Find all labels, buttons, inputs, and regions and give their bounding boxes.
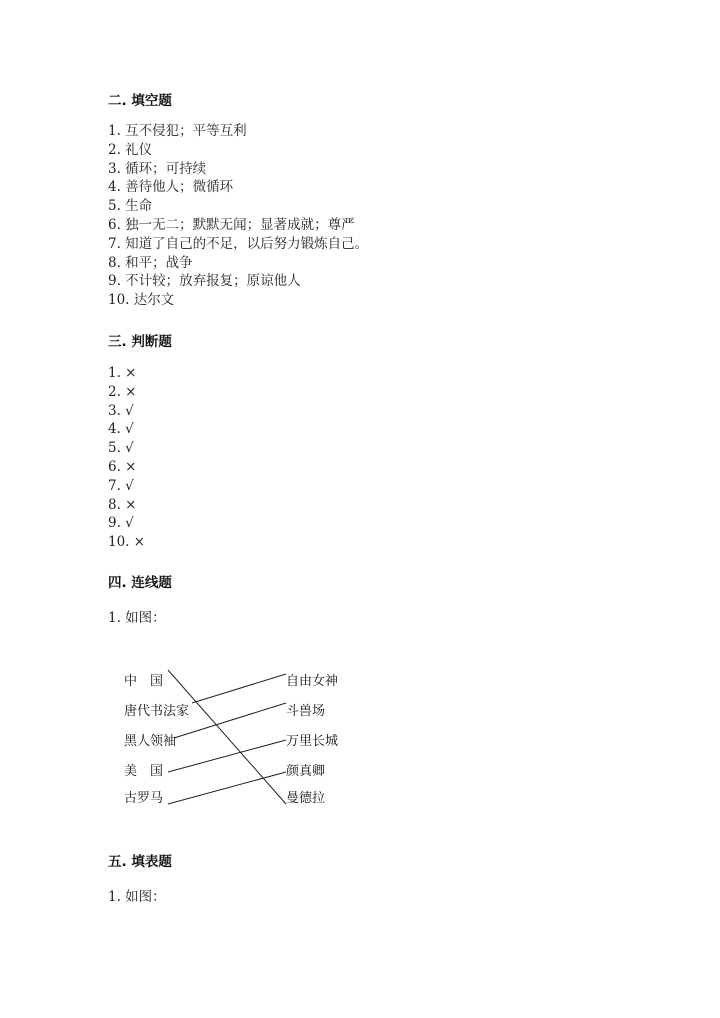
list-item: 4. √ [108, 421, 134, 438]
matching-diagram [118, 664, 358, 814]
list-item: 3. 循环；可持续 [108, 160, 207, 177]
list-item: 8. 和平；战争 [108, 254, 193, 271]
list-item: 5. √ [108, 440, 134, 457]
list-item: 2. × [108, 383, 137, 400]
list-item: 6. 独一无二；默默无闻；显著成就；尊严 [108, 216, 355, 233]
match-line [168, 670, 286, 804]
left-label: 美 国 [124, 764, 164, 779]
match-line [174, 703, 286, 738]
left-label: 黑人领袖 [124, 734, 177, 749]
list-item: 10. × [108, 534, 146, 551]
right-label: 斗兽场 [286, 704, 326, 719]
list-item: 9. 不计较；放弃报复；原谅他人 [108, 273, 301, 290]
fill-blank-answer-list [108, 122, 368, 310]
section-heading-judge: 三. 判断题 [108, 334, 172, 350]
left-label: 唐代书法家 [124, 704, 190, 719]
list-item: 6. × [108, 458, 137, 475]
list-item: 5. 生命 [108, 198, 153, 215]
section-heading-match: 四. 连线题 [108, 575, 172, 591]
list-item: 3. √ [108, 402, 134, 419]
section-heading-fill-blank: 二. 填空题 [108, 93, 172, 109]
match-line [168, 772, 286, 804]
list-item: 7. 知道了自己的不足，以后努力锻炼自己。 [108, 235, 369, 252]
list-item: 1. 互不侵犯；平等互利 [108, 123, 247, 139]
list-item: 10. 达尔文 [108, 292, 175, 309]
right-label: 自由女神 [286, 674, 339, 689]
list-item: 4. 善待他人；微循环 [108, 179, 234, 196]
list-item: 7. √ [108, 477, 134, 494]
list-item: 8. × [108, 496, 137, 513]
left-label: 中 国 [124, 674, 164, 689]
match-line [192, 674, 286, 703]
list-item: 9. √ [108, 515, 134, 532]
list-item: 1. × [108, 365, 137, 381]
match-line [168, 740, 286, 772]
right-label: 颜真卿 [286, 764, 326, 779]
judge-answer-list [108, 364, 145, 552]
match-note: 1. 如图： [108, 610, 166, 626]
table-note: 1. 如图： [108, 889, 166, 905]
left-label: 古罗马 [124, 791, 164, 806]
right-label: 曼德拉 [286, 791, 326, 806]
section-heading-table: 五. 填表题 [108, 854, 172, 870]
right-label: 万里长城 [286, 734, 339, 749]
list-item: 2. 礼仪 [108, 141, 153, 158]
